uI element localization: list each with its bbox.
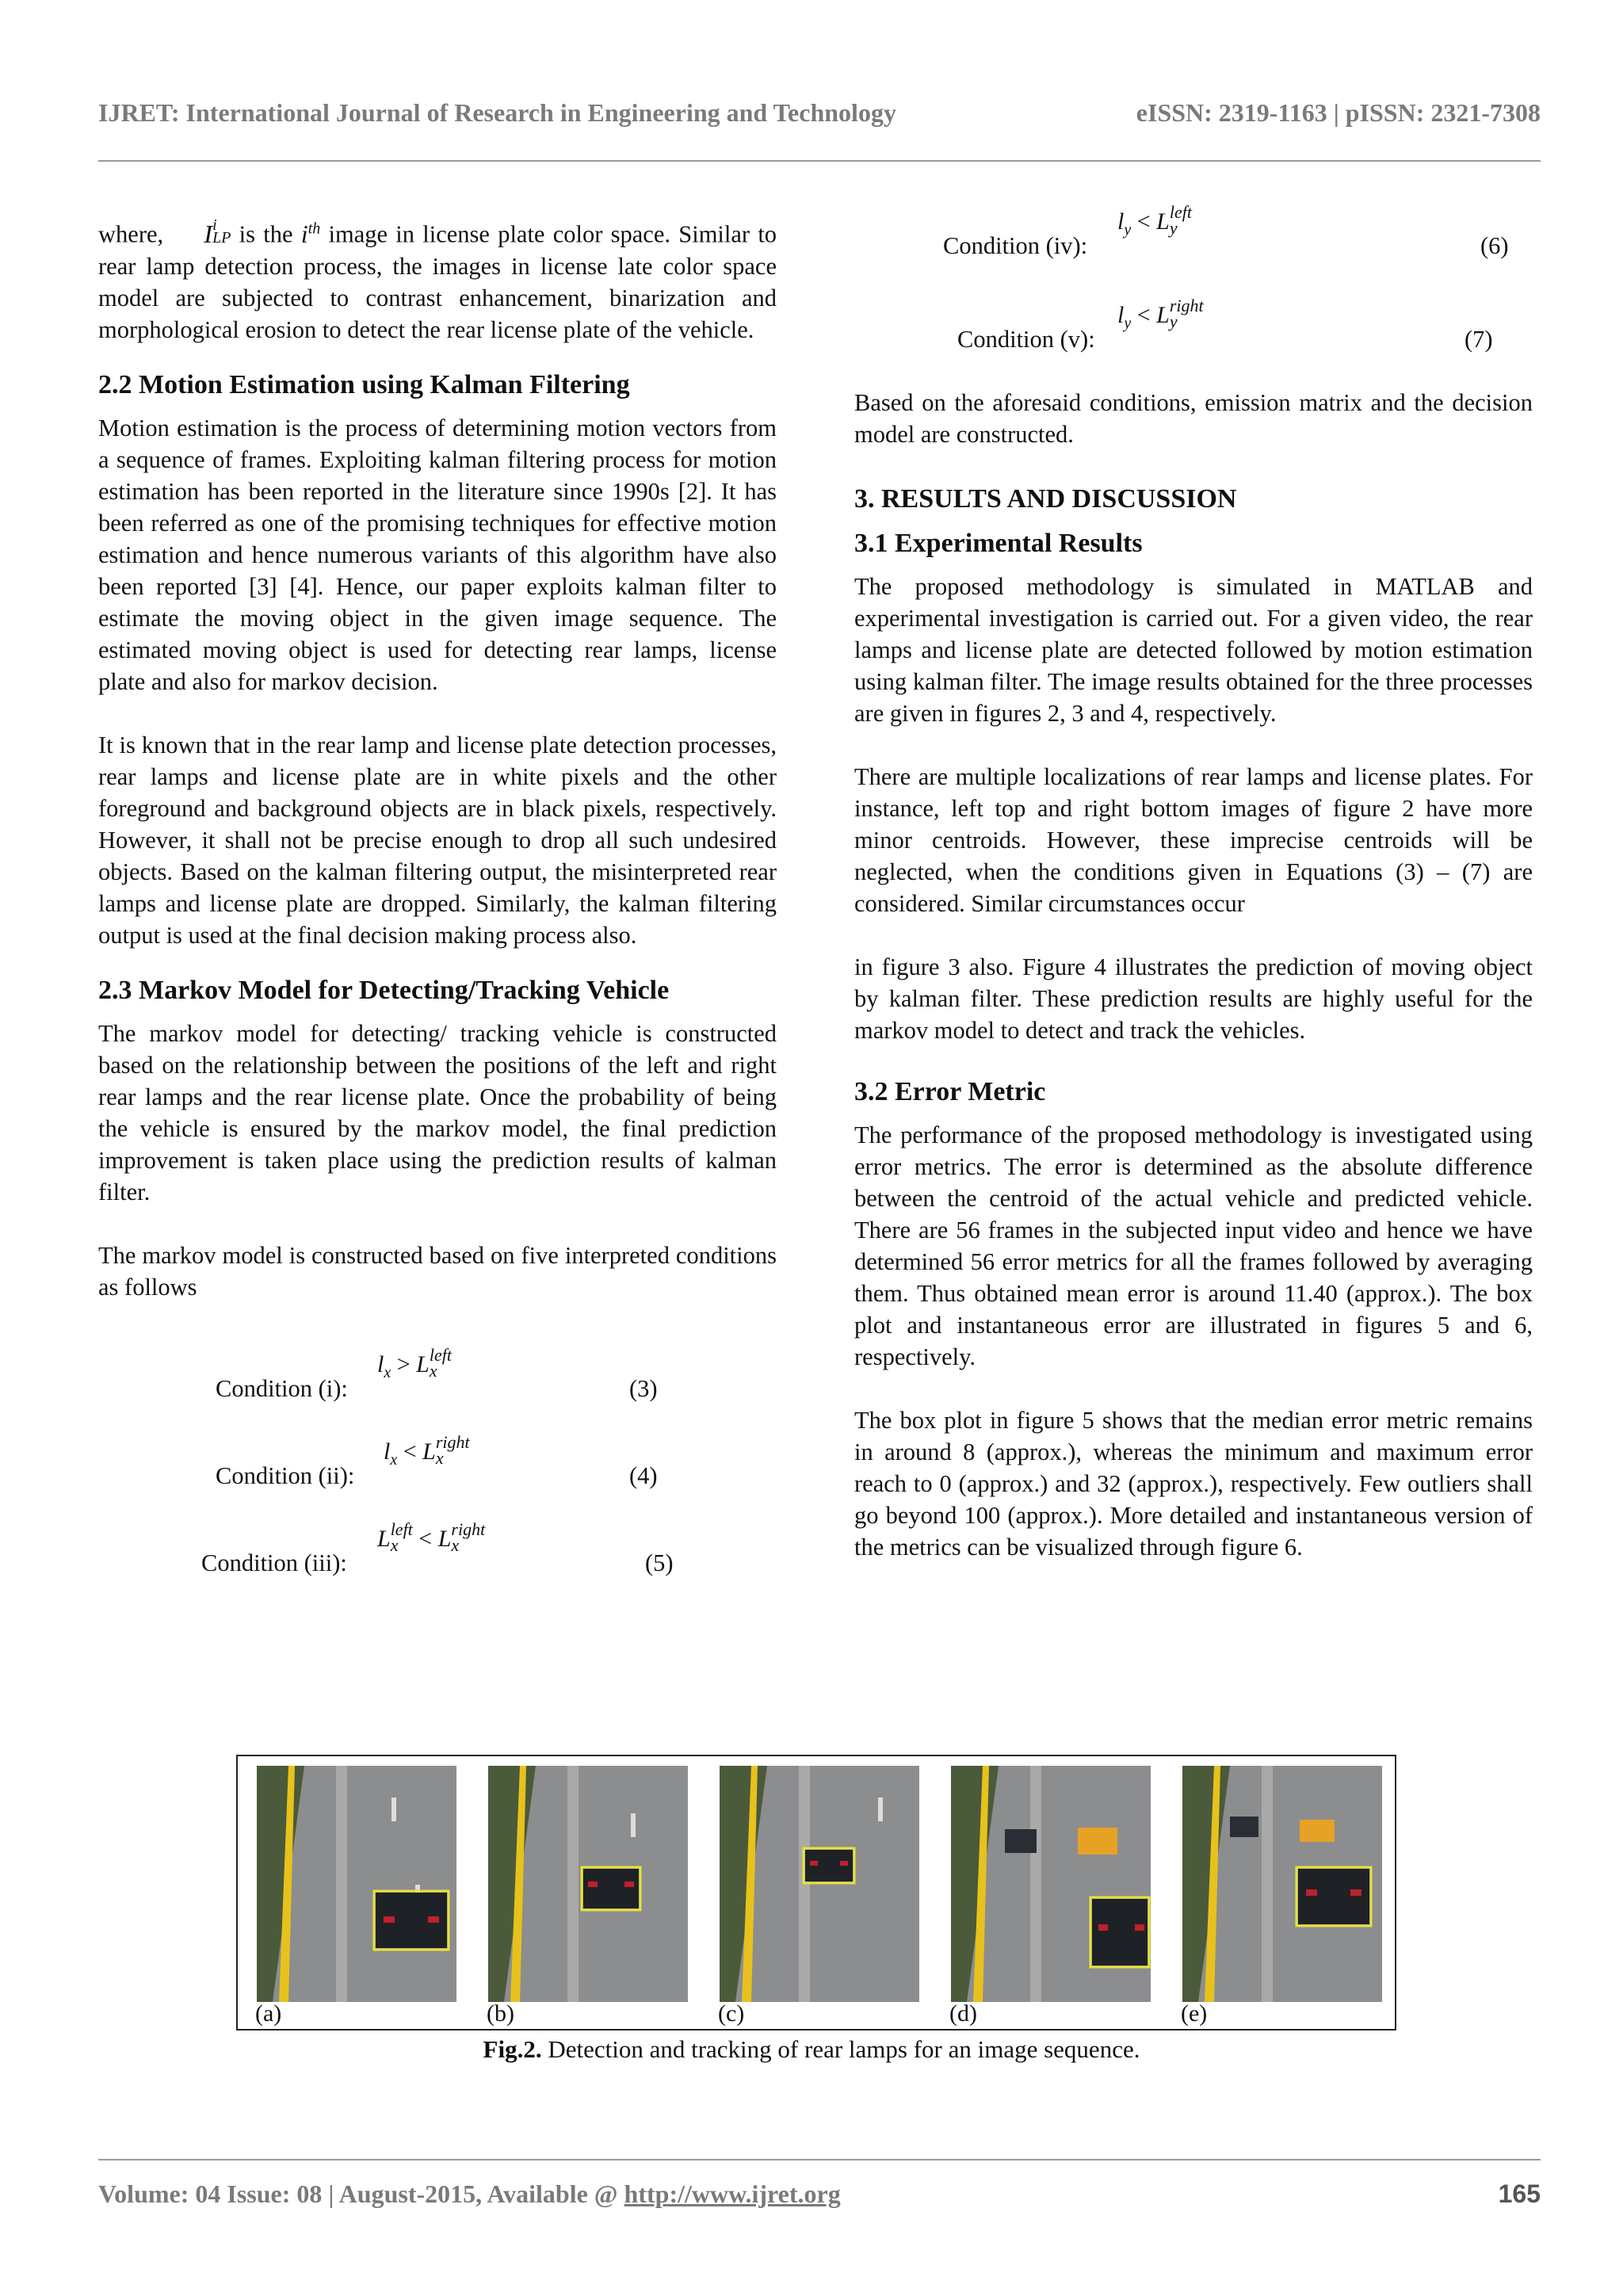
figure-label-d: (d) xyxy=(949,2000,977,2027)
figure-frame-b xyxy=(488,1766,688,2002)
page-number: 165 xyxy=(1498,2179,1541,2208)
intro-paragraph xyxy=(98,212,777,346)
section-3-2-p1: The performance of the proposed methodology is investigated using error metrics. The error is determined as the absolute difference between the centroid of the actual vehicle and predicted vehicle. There are 56 frames in the subjected input video and hence we have determined 56 error metrics for all the frames followed by averaging them. Thus obtained mean error is around 11.40 (approx.). The box plot and instantaneous error are illustrated in figures 5 and 6, respectively. xyxy=(854,1121,1533,1370)
issn-info: eISSN: 2319-1163 | pISSN: 2321-7308 xyxy=(1136,98,1541,127)
figure-label-b: (b) xyxy=(487,2000,514,2027)
section-2-3-p2: The markov model is constructed based on five interpreted conditions as follows xyxy=(98,1241,777,1301)
section-2-2-p1: Motion estimation is the process of determining motion vectors from a sequence of frames. Exploiting kalman filtering process for motion estimation has been reported in the literature since 1990s [2]. It has been referred as one of the promising techniques for effective motion estimation and hence numerous variants of this algorithm have also been reported [3] [4]. Hence, our paper exploits kalman filter to estimate the moving object in the given image sequence. The estimated moving object is used for detecting rear lamps, license plate and also for markov decision. xyxy=(98,414,777,695)
header-rule xyxy=(98,160,1541,162)
symbol-ith: $i^{th}$ xyxy=(300,219,321,248)
condition-ii-equation: $l_x < L$ right x xyxy=(384,1431,470,1469)
page-footer xyxy=(98,2179,1541,2209)
section-2-3-title: 2.3 Markov Model for Detecting/Tracking Vehicle xyxy=(98,975,670,1005)
figure-frame-c xyxy=(720,1766,919,2002)
figure-frame-a xyxy=(257,1766,456,2002)
section-3-1-p3: in figure 3 also. Figure 4 illustrates the prediction of moving object by kalman filter. These prediction results are highly useful for the markov model to detect and track the vehicles. xyxy=(854,953,1533,1044)
journal-title: IJRET: International Journal of Research in Engineering and Technology xyxy=(98,98,896,127)
condition-i-equation: $l_x > L$ left x xyxy=(377,1344,452,1381)
page-header xyxy=(98,98,1541,138)
intro-rest2: Similar to rear lamp detection process, the images in license late color space model are subjected to contrast enhancement, binarization and morphological erosion to detect the rear license plate of the vehicle. xyxy=(98,220,777,343)
section-3-1-title: 3.1 Experimental Results xyxy=(854,529,1143,558)
condition-iv: Condition (iv): $l_y < L$ left y (6) xyxy=(943,202,1509,259)
section-3-1-p1: The proposed methodology is simulated in MATLAB and experimental investigation is carried out. For a given video, the rear lamps and license plate are detected followed by motion estimation using kalman filter. The image results obtained for the three processes are given in figures 2, 3 and 4, respectively. xyxy=(854,573,1533,727)
footer-rule xyxy=(98,2159,1541,2160)
figure-frame-d xyxy=(951,1766,1151,2002)
intro-rest1: image in license plate color space. xyxy=(328,220,670,248)
after-conditions-text: Based on the aforesaid conditions, emission matrix and the decision model are constructed. xyxy=(854,389,1533,448)
condition-iii-equation: L left x < L right x xyxy=(377,1519,486,1555)
right-column xyxy=(854,202,1533,1563)
condition-i: Condition (i): $l_x > L$ left x (3) xyxy=(216,1344,658,1402)
condition-v-equation: $l_y < L$ right y xyxy=(1117,296,1204,332)
section-2-2-p2: It is known that in the rear lamp and license plate detection processes, rear lamps and license plate are in white pixels and the other foreground and background objects are in black pixels, respectively. However, it shall not be precise enough to drop all such undesired objects. Based on the kalman filtering output, the misinterpreted rear lamps and license plate are dropped. Similarly, the kalman filtering output is used at the final decision making process also. xyxy=(98,731,777,949)
caption-text: Detection and tracking of rear lamps for an image sequence. xyxy=(541,2035,1140,2063)
footer-link[interactable]: http://www.ijret.org xyxy=(624,2179,841,2208)
figure-label-c: (c) xyxy=(718,2000,745,2027)
caption-label: Fig.2. xyxy=(483,2035,542,2063)
intro-where: where, xyxy=(98,220,164,248)
left-column xyxy=(98,206,777,1596)
intro-is-the: is the xyxy=(239,220,293,248)
section-2-3-p1: The markov model for detecting/ tracking vehicle is constructed based on the relationship between the positions of the left and right rear lamps and the rear license plate. Once the probability of being the vehicle is ensured by the markov model, the final prediction improvement is taken place using the prediction results of kalman filter. xyxy=(98,1019,777,1205)
figure-label-e: (e) xyxy=(1181,2000,1208,2027)
condition-v: Condition (v): $l_y < L$ right y (7) xyxy=(957,296,1493,353)
symbol-I-LP: I i LP xyxy=(204,216,231,248)
figure-2 xyxy=(236,1755,1396,2030)
figure-label-a: (a) xyxy=(255,2000,282,2027)
section-3-2-title: 3.2 Error Metric xyxy=(854,1077,1046,1106)
condition-iv-equation: $l_y < L$ left y xyxy=(1117,202,1192,239)
condition-iii: Condition (iii): L left x < L right x (5) xyxy=(201,1519,674,1576)
condition-ii: Condition (ii): $l_x < L$ right x (4) xyxy=(216,1431,658,1489)
section-3-2-p2: The box plot in figure 5 shows that the median error metric remains in around 8 (approx.), whereas the minimum and maximum error reach to 0 (approx.) and 32 (approx.), respectively. Few outliers shall go beyond 100 (approx.). More detailed and instantaneous version of the metrics can be visualized through figure 6. xyxy=(854,1407,1533,1561)
footer-text: Volume: 04 Issue: 08 | August-2015, Available @ xyxy=(98,2179,624,2208)
figure-frame-e xyxy=(1182,1766,1382,2002)
section-3-title: 3. RESULTS AND DISCUSSION xyxy=(854,484,1237,514)
section-3-1-p2: There are multiple localizations of rear lamps and license plates. For instance, left top and right bottom images of figure 2 have more minor centroids. However, these imprecise centroids will be neglected, when the conditions given in Equations (3) – (7) are considered. Similar circumstances occur xyxy=(854,763,1533,917)
section-2-2-title: 2.2 Motion Estimation using Kalman Filtering xyxy=(98,369,630,399)
figure-caption xyxy=(0,2035,1623,2064)
